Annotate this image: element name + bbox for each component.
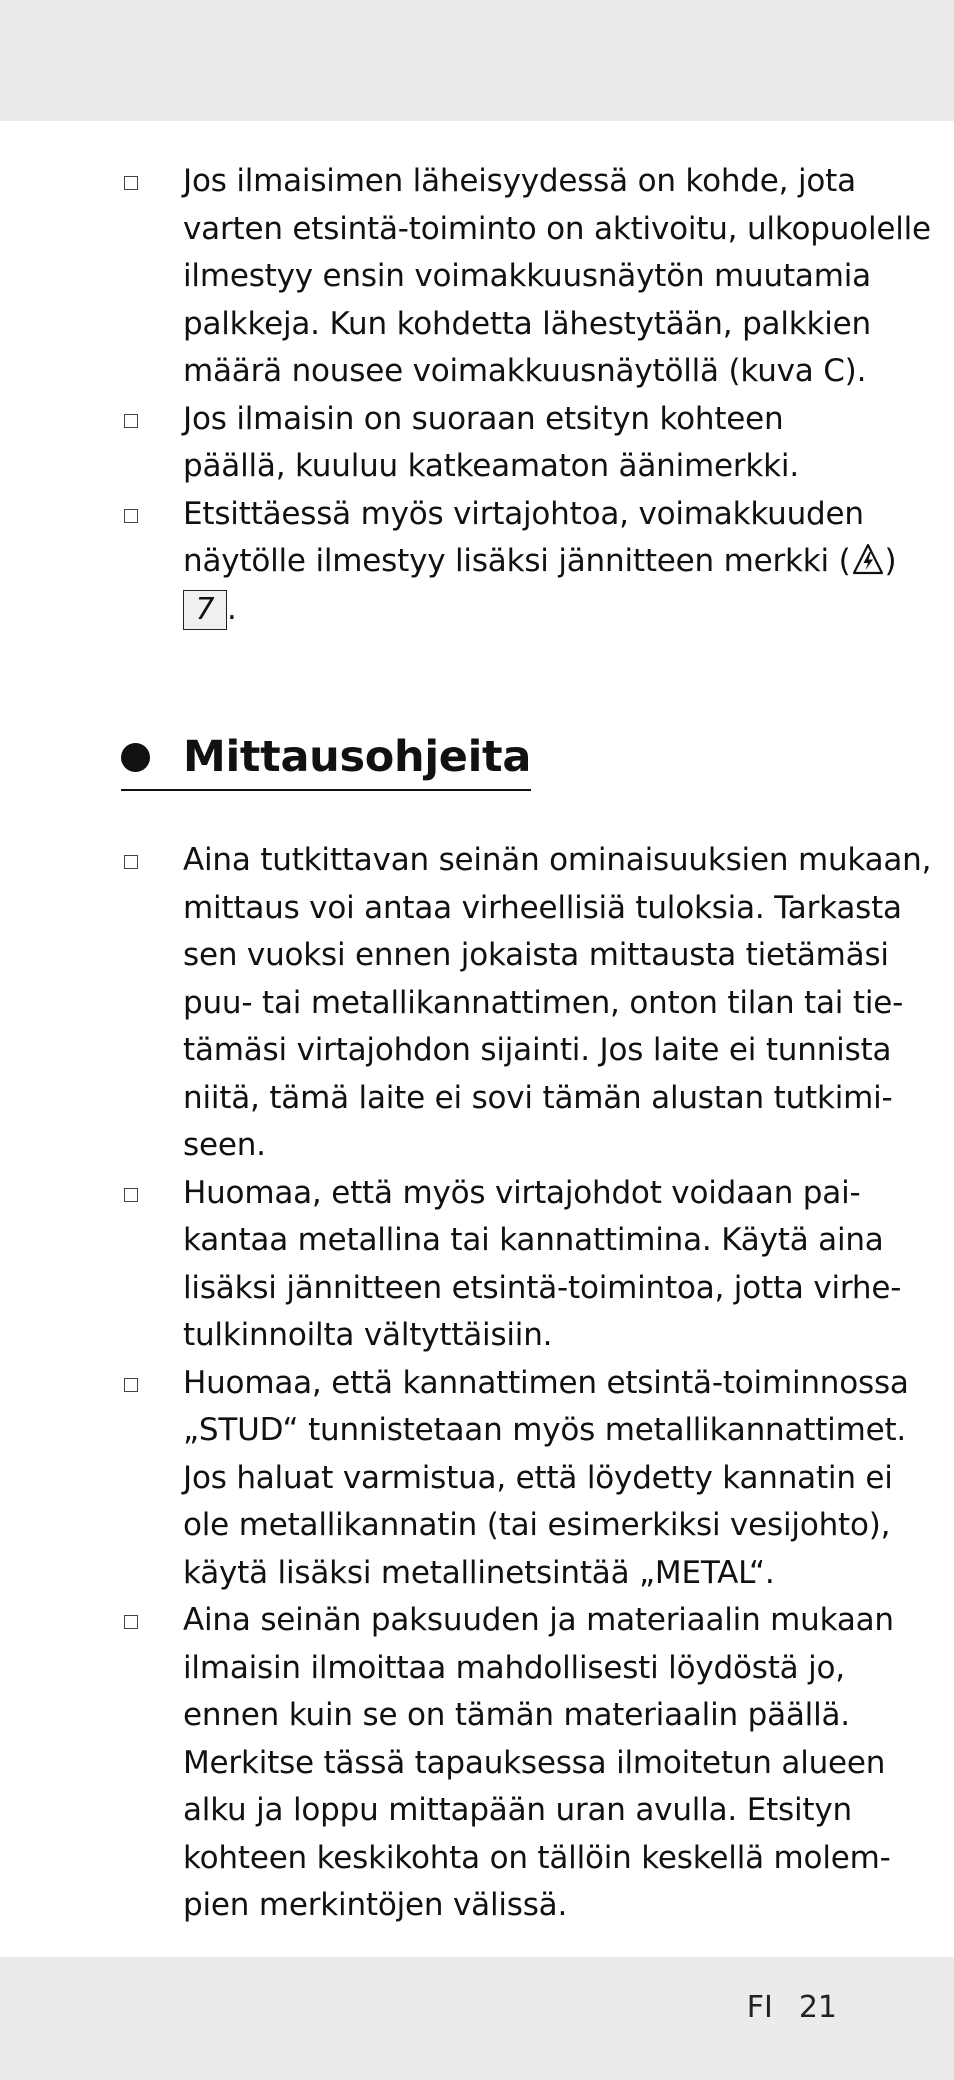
reference-number-box: 7: [183, 590, 227, 630]
text-line: määrä nousee voimakkuusnäytöllä (kuva C).: [183, 353, 867, 389]
section-heading: [121, 729, 531, 791]
text-line: kohteen keskikohta on tällöin keskellä molem-: [183, 1839, 891, 1876]
checkbox-bullet-icon: [124, 509, 138, 523]
text-line: Jos ilmaisin on suoraan etsityn kohteen: [183, 400, 784, 437]
bullet-dot-icon: [121, 743, 150, 772]
text-line: käytä lisäksi metallinetsintää „METAL“.: [183, 1554, 775, 1591]
header-band: [0, 0, 954, 121]
checkbox-bullet-icon: [124, 414, 138, 428]
page-content: [121, 158, 932, 1930]
page-number: 21: [798, 1990, 837, 2025]
text-line: ole metallikannatin (tai esimerkiksi vesijohto),: [183, 1507, 891, 1543]
text-line: Jos haluat varmistua, että löydetty kannatin ei: [183, 1459, 893, 1496]
text-line: puu- tai metallikannattimen, onton tilan tai tie-: [183, 984, 904, 1021]
text-line: kantaa metallina tai kannattimina. Käytä aina: [183, 1222, 884, 1258]
text-line: palkkeja. Kun kohdetta lähestytään, palkkien: [183, 305, 871, 342]
list-item: [121, 1597, 894, 1930]
text-line: „STUD“ tunnistetaan myös metallikannattimet.: [183, 1412, 907, 1448]
text-line-with-icon: [183, 538, 897, 586]
text-line: Merkitse tässä tapauksessa ilmoitetun alueen: [183, 1744, 886, 1781]
text-segment: näytölle ilmestyy lisäksi jännitteen merkki (: [183, 543, 851, 579]
text-line: Aina tutkittavan seinän ominaisuuksien mukaan,: [183, 842, 932, 878]
section-title: Mittausohjeita: [183, 732, 532, 782]
list-item: [121, 1170, 902, 1360]
checkbox-bullet-icon: [124, 176, 138, 190]
text-line: mittaus voi antaa virheellisiä tuloksia. Tarkasta: [183, 889, 902, 926]
list-item: [121, 396, 861, 491]
instruction-list-2: [121, 837, 932, 1930]
text-line: tulkinnoilta vältyttäisiin.: [183, 1317, 553, 1353]
checkbox-bullet-icon: [124, 1615, 138, 1629]
text-line: varten etsintä-toiminto on aktivoitu, ulkopuolelle: [183, 210, 931, 247]
text-line: päällä, kuuluu katkeamaton äänimerkki.: [183, 448, 799, 484]
text-segment: ): [884, 543, 897, 579]
text-line: Jos ilmaisimen läheisyydessä on kohde, jota: [183, 163, 856, 199]
list-item: [121, 1360, 909, 1598]
text-line: pien merkintöjen välissä.: [183, 1887, 568, 1923]
text-line: Aina seinän paksuuden ja materiaalin mukaan: [183, 1602, 894, 1638]
text-line: Huomaa, että kannattimen etsintä-toiminnossa: [183, 1364, 909, 1401]
checkbox-bullet-icon: [124, 1188, 138, 1202]
text-line: ennen kuin se on tämän materiaalin päällä.: [183, 1697, 850, 1733]
text-line: seen.: [183, 1127, 266, 1163]
language-code: FI: [746, 1990, 773, 2025]
text-line: niitä, tämä laite ei sovi tämän alustan tutkimi-: [183, 1079, 893, 1116]
high-voltage-warning-icon: [852, 542, 884, 576]
text-line: sen vuoksi ennen jokaista mittausta tietämäsi: [183, 937, 889, 973]
instruction-list-1: [121, 158, 931, 633]
text-line: Huomaa, että myös virtajohdot voidaan pai-: [183, 1174, 861, 1211]
text-line: alku ja loppu mittapään uran avulla. Etsityn: [183, 1792, 852, 1828]
list-item: [121, 837, 932, 1170]
page-footer: [747, 1988, 837, 2028]
checkbox-bullet-icon: [124, 855, 138, 869]
text-line: tämäsi virtajohdon sijainti. Jos laite ei tunnista: [183, 1032, 892, 1068]
text-line: [183, 586, 861, 634]
text-line: lisäksi jännitteen etsintä-toimintoa, jotta virhe-: [183, 1269, 902, 1306]
text-line: Etsittäessä myös virtajohtoa, voimakkuuden: [183, 495, 864, 532]
checkbox-bullet-icon: [124, 1378, 138, 1392]
text-line: ilmaisin ilmoittaa mahdollisesti löydöstä jo,: [183, 1649, 845, 1686]
text-line: ilmestyy ensin voimakkuusnäytön muutamia: [183, 258, 871, 294]
text-segment: .: [227, 590, 237, 627]
list-item: [121, 491, 897, 634]
list-item: [121, 158, 931, 396]
